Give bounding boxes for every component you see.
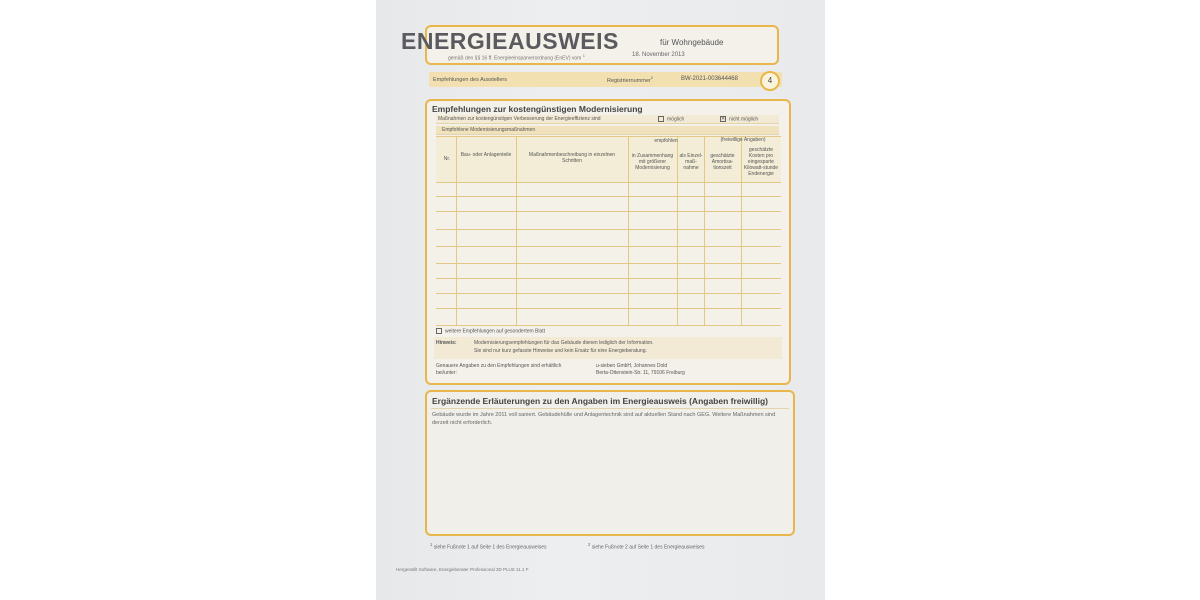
page-number-badge: 4	[760, 71, 780, 91]
checkbox-possible[interactable]	[658, 116, 664, 122]
option-not-possible[interactable]	[720, 116, 758, 122]
document-subtitle: für Wohngebäude	[660, 38, 724, 47]
checkbox-not-possible[interactable]: ✕	[721, 116, 726, 122]
note-line-1: Modernisierungsempfehlungen für das Gebäude dienen lediglich der Information.	[474, 340, 654, 346]
more-recommendations[interactable]	[436, 328, 545, 334]
footnote-2-mark: 2	[588, 542, 591, 547]
note-line-2: Sie sind nur kurz gefasste Hinweise und kein Ersatz für eine Energieberatung.	[474, 348, 647, 354]
legal-text: gemäß den §§ 16 ff. Energieeinsparverordnung (EnEV) vom	[448, 55, 582, 62]
registration-number: BW-2021-003644468	[681, 76, 738, 82]
option-possible-label: möglich	[667, 116, 685, 123]
col-in-context: in Zusammenhang mit größerer Modernisierung	[631, 153, 674, 171]
registration-bar	[429, 72, 782, 87]
additional-heading: Ergänzende Erläuterungen zu den Angaben im Energieausweis (Angaben freiwillig)	[432, 396, 768, 406]
document-title: ENERGIEAUSWEIS	[401, 28, 619, 54]
checkbox-more-recommendations[interactable]	[436, 328, 442, 334]
recommended-label: Empfohlene Modernisierungsmaßnahmen	[442, 127, 536, 133]
note-label: Hinweis:	[436, 340, 457, 346]
details-label: Genauere Angaben zu den Empfehlungen sind erhältlich bei/unter:	[436, 363, 562, 376]
col-nr: Nr.	[443, 156, 451, 162]
col-amortization: geschätzte Amortisa-tionszeit	[710, 153, 735, 171]
registration-footnote-mark: 2	[650, 75, 653, 80]
option-possible[interactable]	[658, 116, 684, 122]
details-line-2: Berta-Ottenstein-Str. 11, 79106 Freiburg	[596, 370, 685, 376]
col-costs: geschätzte Kosten pro eingesparte Kilowatt-stunde Endenergie	[743, 147, 779, 177]
footnote-2-text: siehe Fußnote 2 auf Seite 1 des Energieausweises	[591, 544, 705, 551]
footnote-1	[430, 542, 547, 551]
software-imprint: Hergestellt Software, Energieberater Professional 3D PLUS 11.1 F	[396, 567, 529, 572]
measures-table	[436, 136, 781, 326]
col-part: Bau- oder Anlagenteile	[460, 152, 512, 158]
recommendations-heading: Empfehlungen zur kostengünstigen Modernisierung	[432, 104, 643, 114]
col-recommended: empfohlen	[654, 138, 678, 144]
more-recommendations-label: weitere Empfehlungen auf gesondertem Blatt	[445, 328, 546, 335]
col-optional: (freiwillige Angaben)	[720, 137, 766, 143]
footnote-2	[588, 542, 705, 551]
additional-text: Gebäude wurde im Jahre 2011 voll saniert. Gebäudehülle und Anlagentechnik sind auf aktuellen Stand nach GEG. Weitere Maßnahmen sind derzeit nicht erforderlich.	[432, 412, 776, 426]
details-line-1: u-sieben GmbH, Johannes Dold	[596, 363, 668, 369]
note-block	[434, 337, 782, 359]
details-block	[434, 361, 782, 379]
footnote-1-text: siehe Fußnote 1 auf Seite 1 des Energieausweises	[433, 544, 547, 551]
recommended-label-row	[436, 126, 779, 135]
legal-reference	[448, 53, 585, 62]
legal-footnote-mark: 1	[582, 53, 585, 58]
measures-row	[436, 115, 779, 124]
section-label: Empfehlungen des Ausstellers	[433, 77, 507, 83]
col-description: Maßnahmenbeschreibung in einzelnen Schritten	[528, 152, 616, 164]
document-page	[376, 0, 825, 600]
registration-label	[607, 75, 653, 84]
legal-date: 18. November 2013	[632, 52, 685, 58]
measures-text: Maßnahmen zur kostengünstigen Verbesserung der Energieeffizienz sind	[438, 116, 601, 122]
footnote-1-mark: 1	[430, 542, 433, 547]
col-single: als Einzel-maß-nahme	[679, 153, 703, 171]
option-not-possible-label: nicht möglich	[729, 116, 759, 123]
registration-label-text: Registriernummer	[607, 77, 651, 84]
